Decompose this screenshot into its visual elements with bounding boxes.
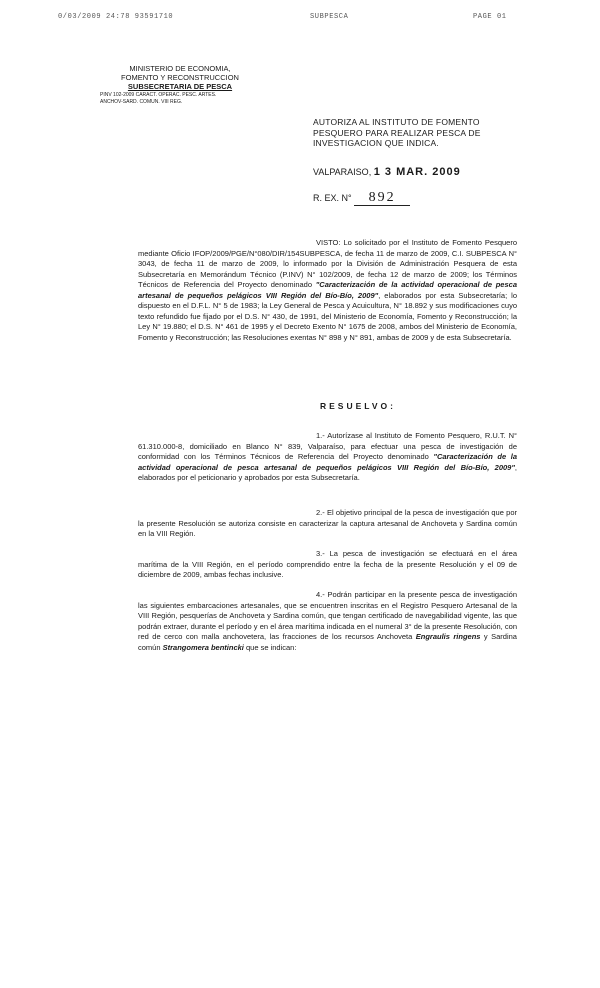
reference-code: PINV 102-2009 CARACT. OPERAC. PESC. ARTES. bbox=[100, 92, 217, 98]
subsecretaria-name: SUBSECRETARIA DE PESCA bbox=[127, 82, 233, 91]
fax-header-center: SUBPESCA bbox=[310, 13, 349, 21]
article-4: 4.- Podrán participar en la presente pesca de investigación las siguientes embarcaciones artesanales, que se encuentren inscritas en el Registro Pesquero Artesanal de la VIII Región, pesquerías de Anchoveta y Sardina común, que tengan certificado de navegabilidad vigente, las que podrán extraer, durante el período y en el área marítima indicada en el numeral 3° de la presente Resolución, con red de cerco con malla anchovetera, las fracciones de los recursos Anchoveta Engraulis ringens y Sardina común Strangomera bentincki que se indican: bbox=[138, 590, 517, 652]
species-name: Engraulis ringens bbox=[415, 632, 481, 641]
fax-header-left: 0/03/2009 24:78 93591710 bbox=[58, 13, 174, 21]
fax-header-right: PAGE 01 bbox=[473, 13, 507, 21]
article-3: 3.- La pesca de investigación se efectuará en el área marítima de la VIII Región, en el período comprendido entre la fecha de la presente Resolución y el 09 de diciembre de 2009, ambas fechas inclusive. bbox=[138, 549, 517, 579]
resolution-number-line bbox=[313, 191, 410, 206]
article-1: 1.- Autorízase al Instituto de Fomento Pesquero, R.U.T. N° 61.310.000-8, domiciliado en Blanco N° 839, Valparaíso, para efectuar una pesca de investigación de conformidad con los Términos Técnicos de Referencia del Proyecto denominado "Caracterización de la actividad operacional de pesca artesanal de pequeños pelágicos VIII Región del Bío-Bío, 2009", elaborados por el peticionario y aprobados por esta Subsecretaría. bbox=[138, 431, 517, 482]
project-title: "Caracterización de la actividad operacional de pesca artesanal de pequeños pelágicos VIII Región del Bío-Bío, 2009" bbox=[138, 280, 517, 300]
date-stamp: 1 3 MAR. 2009 bbox=[373, 166, 461, 178]
ministry-name-cont: FOMENTO Y RECONSTRUCCION bbox=[121, 73, 239, 82]
ministry-name: MINISTERIO DE ECONOMIA, bbox=[129, 64, 231, 73]
visto-paragraph: VISTO: Lo solicitado por el Instituto de Fomento Pesquero mediante Oficio IFOP/2009/PGE/N°080/DIR/154SUBPESCA, de fecha 11 de marzo de 2009, C.I. SUBPESCA N° 3043, de fecha 11 de marzo de 2009, lo informado por la División de Administración Pesquera de esta Subsecretaría en Memorándum Técnico (P.INV) N° 102/2009, de fecha 12 de marzo de 2009; los Términos Técnicos de Referencia del Proyecto denominado "Caracterización de la actividad operacional de pesca artesanal de pequeños pelágicos VIII Región del Bío-Bío, 2009", elaborados por esta Subsecretaría; lo dispuesto en el D.F.L. N° 5 de 1983; la Ley General de Pesca y Acuicultura, N° 18.892 y sus modificaciones cuyo texto refundido fue fijado por el D.S. N° 430, de 1991, del Ministerio de Economía, Fomento y Reconstrucción; la Ley N° 19.880; el D.S. N° 461 de 1995 y el Decreto Exento N° 1675 de 2008, ambos del Ministerio de Economía, Fomento y Reconstrucción; las Resoluciones exentas N° 898 y N° 891, ambas de 2009 y de esta Subsecretaría. bbox=[138, 238, 517, 342]
project-title: "Caracterización de la actividad operacional de pesca artesanal de pequeños pelágicos VIII Región del Bío-Bío, 2009" bbox=[138, 452, 517, 472]
article-2: 2.- El objetivo principal de la pesca de investigación que por la presente Resolución se autoriza consiste en caracterizar la captura artesanal de Anchoveta y Sardina común en la VIII Región. bbox=[138, 508, 517, 538]
dateline bbox=[313, 166, 461, 178]
date-place: VALPARAISO, bbox=[313, 167, 372, 177]
resuelvo-heading: RESUELVO: bbox=[320, 401, 396, 411]
reference-code-cont: ANCHOV-SARD. COMUN. VIII REG. bbox=[100, 99, 183, 105]
resolution-number: 892 bbox=[354, 191, 410, 206]
resolution-prefix: R. EX. N° bbox=[313, 193, 352, 203]
species-name: Strangomera bentincki bbox=[162, 642, 244, 652]
document-subject: AUTORIZA AL INSTITUTO DE FOMENTO PESQUERO PARA REALIZAR PESCA DE INVESTIGACION QUE INDICA. bbox=[313, 117, 481, 148]
ministry-letterhead bbox=[100, 64, 260, 105]
